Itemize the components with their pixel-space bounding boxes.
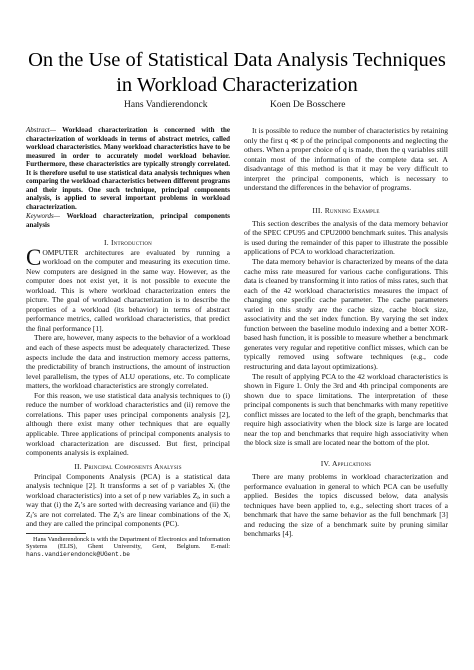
- keywords-text: Workload characterization, principal components analysis: [26, 212, 230, 230]
- paragraph: There are, however, many aspects to the behavior of a workload and each of these aspects must be adequately characterized. These aspects include the data and instruction memory access patterns, the predictability of branch instructions, the amount of instruction level parallelism, the types of ALU operations, etc. To complicate matters, the workload characteristics are strongly correlated.: [26, 333, 230, 391]
- paragraph: It is possible to reduce the number of characteristics by retaining only the first q ≪ p of the principal components and neglecting the others. When a proper choice of q is made, then the q variables still contain most of the information of the complete data set. A disadvantage of this method is that it may be very difficult to interpret the principal components, which is necessary to understand the differences in the behavior of programs.: [244, 126, 448, 193]
- footnote-rule: [26, 533, 86, 534]
- paragraph: The data memory behavior is characterized by means of the data cache miss rate measured for various cache configurations. This data is cleaned by transforming it into ratios of miss rates, such that each of the 42 workload characteristics measures the impact of changing one specific cache parameter. The cache parameters varied in this study are the cache size, cache block size, associativity and the set index function. By varying the set index function between the baseline modulo indexing and a better XOR-based hash function, it is possible to measure whether a benchmark generates very regular and repetitive conflict misses, which can be typically removed using software techniques (e.g., code restructuring and data layout optimizations).: [244, 257, 448, 372]
- paragraph: There are many problems in workload characterization and performance evaluation in general to which PCA can be usefully applied. Besides the topics discussed below, data analysis techniques have been applied to, e.g., selecting short traces of a benchmark that have the same behavior as the full benchmark [3] and reducing the size of a benchmark suite by pruning similar benchmarks [4].: [244, 471, 448, 539]
- section-heading: I. Introduction: [104, 237, 152, 247]
- left-column: [26, 126, 230, 559]
- author-email: hans.vandierendonck@UGent.be: [26, 551, 130, 559]
- paragraph: Principal Components Analysis (PCA) is a statistical data analysis technique [2]. It transforms a set of p variables Xᵢ (the workload characteristics) into a set of p new variables Zⱼ, in such a way that (i) the Zⱼ’s are sorted with decreasing variance and (ii) the Zⱼ’s are not correlated. The Zⱼ’s are linear combinations of the Xᵢ and they are called the principal components (PC).: [26, 471, 230, 529]
- footnote: [26, 536, 230, 559]
- keywords-label: Keywords—: [26, 212, 60, 221]
- right-column: [244, 126, 448, 539]
- author-name: Koen De Bosschere: [270, 100, 346, 110]
- abstract: [26, 126, 230, 211]
- first-word: OMPUTER: [42, 247, 79, 257]
- drop-cap: C: [26, 244, 42, 270]
- section-heading: III. Running Example: [312, 205, 380, 215]
- paragraph-text: architectures are evaluated by running a workload on the computer and measuring its execution time. New computers are designed in the same way. However, as the computer does not exist yet, it is not possible to execute the workload. This is where workload characterization enters the picture. The goal of workload characterization is to describe the properties of a workload (its behavior) in terms of abstract performance metrics, called workload characteristics, that predict the final performance [1].: [26, 247, 230, 333]
- author-name: Hans Vandierendonck: [124, 100, 208, 110]
- paragraph: For this reason, we use statistical data analysis techniques to (i) reduce the number of workload characteristics and (ii) remove the correlations. This paper uses principal components analysis [2], although there exist many other techniques that are equally applicable. Three applications of principal components analysis to workload characterization are discussed. But first, principal components analysis is explained.: [26, 390, 230, 458]
- paragraph: The result of applying PCA to the 42 workload characteristics is shown in Figure 1. Only the 3rd and 4th principal components are shown due to space limitations. The interpretation of these principal components is such that benchmarks with many repetitive conflict misses are located to the left of the graph, benchmarks that require high associativity when the block size is large are located near the top and benchmarks that require high associativity when the block size is small are located near the bottom of the plot.: [244, 371, 448, 448]
- section-heading: IV. Applications: [320, 458, 372, 468]
- abstract-text: Workload characterization is concerned with the characterization of workloads in terms of abstract metrics, called workload characteristics. Many workload characteristics have to be measured in order to accurately model workload behavior. Furthermore, these characteristics are typically strongly correlated. It is therefore useful to use statistical data analysis techniques when comparing the workload characteristics between different programs and their inputs. One such technique, principal components analysis, is applied to several important problems in workload characterization.: [26, 126, 231, 211]
- keywords: [26, 212, 230, 229]
- footnote-text: Hans Vandierendonck is with the Department of Electronics and Information Systems (ELIS), Ghent University, Gent, Belgium. E-mail:: [26, 535, 230, 551]
- paragraph: [26, 244, 230, 334]
- paragraph: This section describes the analysis of the data memory behavior of the SPEC CPU95 and CPU2000 benchmark suites. This analysis is used during the remainder of this paper to illustrate the possible applications of PCA to workload characterization.: [244, 218, 448, 257]
- section-heading: II. Principal Components Analysis: [74, 461, 182, 471]
- abstract-label: Abstract—: [26, 126, 56, 134]
- paper-title: On the Use of Statistical Data Analysis Techniques in Workload Characterization: [28, 49, 446, 96]
